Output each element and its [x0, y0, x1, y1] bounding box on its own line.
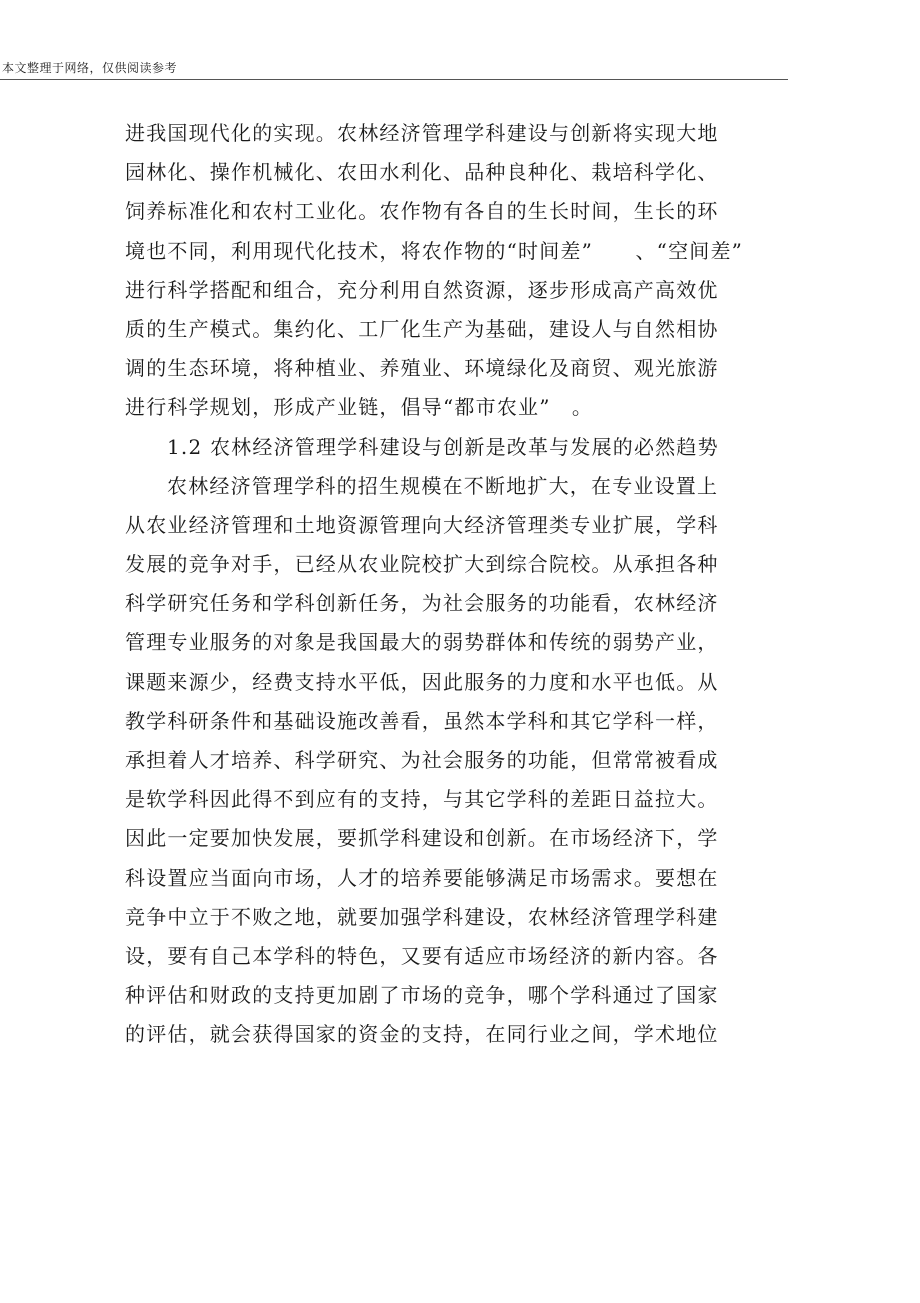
text-line: 教学科研条件和基础设施改善看，虽然本学科和其它学科一样，: [125, 708, 719, 733]
text-line: 进行科学搭配和组合，充分利用自然资源，逐步形成高产高效优: [125, 277, 719, 302]
text-line: 进我国现代化的实现。农林经济管理学科建设与创新将实现大地: [125, 121, 719, 145]
text-line: 因此一定要加快发展，要抓学科建设和创新。在市场经济下，学: [125, 826, 719, 851]
text-line: 发展的竞争对手，已经从农业院校扩大到综合院校。从承担各种: [125, 552, 719, 577]
text-line: 科设置应当面向市场，人才的培养要能够满足市场需求。要想在: [125, 865, 719, 890]
text-line: 进行科学规划，形成产业链，倡导“都市农业” 。: [125, 395, 594, 420]
text-line: 从农业经济管理和土地资源管理向大经济管理类专业扩展，学科: [125, 512, 719, 537]
text-line: 是软学科因此得不到应有的支持，与其它学科的差距日益拉大。: [125, 787, 719, 812]
paragraph-first-line: 农林经济管理学科的招生规模在不断地扩大，在专业设置上: [167, 473, 719, 498]
header-note: 本文整理于网络，仅供阅读参考: [2, 61, 178, 75]
text-line: 园林化、操作机械化、农田水利化、品种良种化、栽培科学化、: [125, 160, 719, 185]
text-line: 饲养标准化和农村工业化。农作物有各自的生长时间，生长的环: [125, 199, 719, 224]
text-line: 课题来源少，经费支持水平低，因此服务的力度和水平也低。从: [125, 669, 719, 694]
header-divider: [0, 79, 788, 80]
text-line: 种评估和财政的支持更加剧了市场的竞争，哪个学科通过了国家: [125, 983, 719, 1008]
text-line: 的评估，就会获得国家的资金的支持，在同行业之间，学术地位: [125, 1022, 719, 1047]
text-line: 境也不同，利用现代化技术，将农作物的“时间差” 、“空间差”: [125, 238, 744, 263]
text-line: 质的生产模式。集约化、工厂化生产为基础，建设人与自然相协: [125, 316, 719, 341]
text-line: 科学研究任务和学科创新任务，为社会服务的功能看，农林经济: [125, 591, 719, 616]
text-line: 管理专业服务的对象是我国最大的弱势群体和传统的弱势产业，: [125, 630, 719, 655]
text-line: 调的生态环境，将种植业、养殖业、环境绿化及商贸、观光旅游: [125, 356, 719, 381]
text-line: 承担着人才培养、科学研究、为社会服务的功能，但常常被看成: [125, 748, 719, 772]
body-text: [125, 114, 785, 1055]
text-line: 设，要有自己本学科的特色，又要有适应市场经济的新内容。各: [125, 943, 719, 968]
section-heading: 1.2 农林经济管理学科建设与创新是改革与发展的必然趋势: [167, 434, 719, 459]
text-line: 竞争中立于不败之地，就要加强学科建设，农林经济管理学科建: [125, 904, 719, 929]
